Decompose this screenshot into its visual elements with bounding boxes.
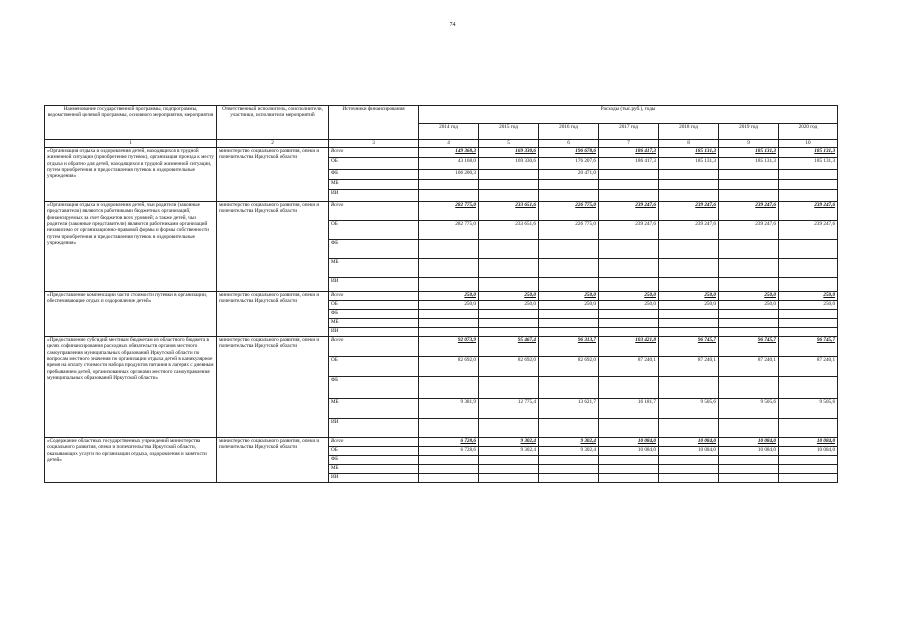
total-value: 250,0 xyxy=(779,292,838,301)
expense-value xyxy=(659,240,719,259)
expense-value xyxy=(599,474,659,483)
expense-value xyxy=(719,190,779,202)
expense-value: 9 505,6 xyxy=(659,399,719,419)
expense-value xyxy=(539,190,599,202)
expense-value: 239 247,6 xyxy=(779,221,838,240)
expense-value xyxy=(419,180,479,190)
header-year: 2017 год xyxy=(599,124,659,140)
expense-value xyxy=(779,278,838,292)
total-value: 96 745,7 xyxy=(719,337,779,357)
total-value: 239 247,6 xyxy=(599,202,659,221)
header-year: 2020 год xyxy=(779,124,838,140)
expense-value: 43 168,0 xyxy=(419,158,479,170)
expense-value xyxy=(779,456,838,465)
total-value: 10 084,0 xyxy=(659,438,719,447)
funding-source: МБ xyxy=(329,180,419,190)
funding-source: ОБ xyxy=(329,221,419,240)
expense-value: 87 240,1 xyxy=(599,357,659,377)
total-value: 9 302,4 xyxy=(479,438,539,447)
expense-value xyxy=(659,474,719,483)
expense-value xyxy=(479,377,539,399)
expense-value xyxy=(719,310,779,319)
expense-value xyxy=(659,278,719,292)
expense-value xyxy=(659,310,719,319)
expense-value xyxy=(599,180,659,190)
activity-name: «Организация отдыха и оздоровления детей, находящихся в трудной жизненной ситуации (приобретение путевок), организация проезда к месту отдыха и обратно для детей, находящихся в трудной жизненной ситуации, путем приобретения и предоставления путевок в оздоровительные учреждения» xyxy=(45,148,217,202)
expense-value: 186 417,3 xyxy=(599,158,659,170)
expense-value xyxy=(539,419,599,438)
expense-value xyxy=(599,465,659,474)
total-value: 239 247,6 xyxy=(719,202,779,221)
table-row xyxy=(45,337,838,357)
expense-value xyxy=(479,190,539,202)
expense-value: 9 505,6 xyxy=(779,399,838,419)
expense-value xyxy=(719,259,779,278)
header-year: 2018 год xyxy=(659,124,719,140)
funding-source: ФБ xyxy=(329,170,419,180)
expense-value xyxy=(659,377,719,399)
expense-value xyxy=(659,259,719,278)
expense-value xyxy=(779,310,838,319)
expense-value xyxy=(599,419,659,438)
expense-value xyxy=(479,474,539,483)
column-number: 2 xyxy=(217,140,329,148)
expense-value xyxy=(719,474,779,483)
funding-source: ОБ xyxy=(329,357,419,377)
total-value: 95 467,4 xyxy=(479,337,539,357)
expense-value xyxy=(419,259,479,278)
funding-source: Всего xyxy=(329,202,419,221)
expense-value: 10 084,0 xyxy=(599,447,659,456)
expense-value xyxy=(779,170,838,180)
expense-value xyxy=(659,190,719,202)
expense-value xyxy=(539,474,599,483)
funding-source: ОБ xyxy=(329,301,419,310)
expense-value xyxy=(539,377,599,399)
expense-value: 87 240,1 xyxy=(719,357,779,377)
total-value: 250,0 xyxy=(479,292,539,301)
expense-value xyxy=(659,328,719,337)
header-expenses: Расходы (тыс.руб.), годы xyxy=(419,106,838,124)
expense-value xyxy=(599,456,659,465)
expense-value: 250,0 xyxy=(479,301,539,310)
column-number: 10 xyxy=(779,140,838,148)
expense-value: 176 207,6 xyxy=(539,158,599,170)
expense-value: 239 247,6 xyxy=(599,221,659,240)
expense-value: 9 302,4 xyxy=(539,447,599,456)
total-value: 6 728,6 xyxy=(419,438,479,447)
expense-value: 9 302,4 xyxy=(479,447,539,456)
total-value: 96 745,7 xyxy=(779,337,838,357)
funding-source: ОБ xyxy=(329,447,419,456)
funding-source: МБ xyxy=(329,319,419,328)
expense-value xyxy=(599,240,659,259)
expense-value xyxy=(539,259,599,278)
expense-value: 233 651,6 xyxy=(479,221,539,240)
total-value: 92 073,9 xyxy=(419,337,479,357)
expense-value: 169 330,6 xyxy=(479,158,539,170)
expense-value xyxy=(779,328,838,337)
total-value: 250,0 xyxy=(599,292,659,301)
expense-value: 250,0 xyxy=(419,301,479,310)
funding-source: ФБ xyxy=(329,456,419,465)
expense-value xyxy=(539,319,599,328)
table-row xyxy=(45,148,838,158)
total-value: 185 131,3 xyxy=(719,148,779,158)
funding-source: ИИ xyxy=(329,419,419,438)
column-number: 8 xyxy=(659,140,719,148)
column-number: 4 xyxy=(419,140,479,148)
expense-value xyxy=(599,190,659,202)
expense-value xyxy=(479,319,539,328)
column-number: 1 xyxy=(45,140,217,148)
expense-value xyxy=(779,465,838,474)
total-value: 250,0 xyxy=(719,292,779,301)
expense-value xyxy=(599,377,659,399)
expense-value: 10 084,0 xyxy=(779,447,838,456)
expense-value xyxy=(419,419,479,438)
expense-value: 250,0 xyxy=(599,301,659,310)
funding-source: ИИ xyxy=(329,190,419,202)
expense-value xyxy=(599,170,659,180)
expense-value xyxy=(599,259,659,278)
header-responsible: Ответственный исполнитель, соисполнители, участники, исполнители мероприятий xyxy=(217,106,329,140)
expense-value xyxy=(419,474,479,483)
expense-value xyxy=(479,310,539,319)
column-number: 9 xyxy=(719,140,779,148)
expense-value xyxy=(719,465,779,474)
expense-value: 87 240,1 xyxy=(659,357,719,377)
activity-name: «Содержание областных государственных учреждений министерства социального развития, опеки и попечительства Иркутской области, оказывающих услуги по организации отдыха, оздоровления и занятости детей» xyxy=(45,438,217,483)
total-value: 250,0 xyxy=(419,292,479,301)
expense-value xyxy=(659,319,719,328)
funding-source: МБ xyxy=(329,465,419,474)
total-value: 103 421,8 xyxy=(599,337,659,357)
expense-value xyxy=(479,328,539,337)
expense-value xyxy=(419,319,479,328)
expense-value: 239 247,6 xyxy=(659,221,719,240)
expense-value xyxy=(479,456,539,465)
responsible-executor: министерство социального развития, опеки и попечительства Иркутской области xyxy=(217,202,329,292)
expense-value xyxy=(479,170,539,180)
expense-value: 250,0 xyxy=(659,301,719,310)
expense-value xyxy=(419,278,479,292)
expense-value xyxy=(479,240,539,259)
column-number: 5 xyxy=(479,140,539,148)
column-number: 6 xyxy=(539,140,599,148)
expense-value: 250,0 xyxy=(539,301,599,310)
expense-value xyxy=(599,319,659,328)
expense-value xyxy=(779,259,838,278)
funding-source: Всего xyxy=(329,337,419,357)
funding-source: ИИ xyxy=(329,328,419,337)
expense-value xyxy=(719,278,779,292)
expense-value xyxy=(779,419,838,438)
expense-value: 9 505,6 xyxy=(719,399,779,419)
expense-value xyxy=(659,465,719,474)
total-value: 96 313,7 xyxy=(539,337,599,357)
expense-value: 250,0 xyxy=(779,301,838,310)
expense-value: 106 200,3 xyxy=(419,170,479,180)
funding-source: Всего xyxy=(329,292,419,301)
table-row xyxy=(45,292,838,301)
expense-value xyxy=(719,456,779,465)
expense-value: 82 692,0 xyxy=(539,357,599,377)
total-value: 185 131,3 xyxy=(659,148,719,158)
column-number: 7 xyxy=(599,140,659,148)
funding-source: ФБ xyxy=(329,240,419,259)
expense-value xyxy=(719,377,779,399)
funding-source: МБ xyxy=(329,259,419,278)
responsible-executor: министерство социального развития, опеки и попечительства Иркутской области xyxy=(217,292,329,337)
expense-value: 10 084,0 xyxy=(719,447,779,456)
funding-source: ФБ xyxy=(329,310,419,319)
expense-value: 12 775,4 xyxy=(479,399,539,419)
total-value: 233 651,6 xyxy=(479,202,539,221)
expense-value xyxy=(539,456,599,465)
header-source: Источники финансирования xyxy=(329,106,419,140)
total-value: 96 745,7 xyxy=(659,337,719,357)
expense-value xyxy=(659,170,719,180)
expense-value: 185 131,3 xyxy=(719,158,779,170)
expense-value xyxy=(539,240,599,259)
total-value: 239 247,6 xyxy=(659,202,719,221)
funding-source: ФБ xyxy=(329,377,419,399)
expense-value: 20 471,0 xyxy=(539,170,599,180)
expense-value xyxy=(659,456,719,465)
expense-value xyxy=(479,465,539,474)
expense-value: 9 381,9 xyxy=(419,399,479,419)
column-number: 3 xyxy=(329,140,419,148)
expense-value: 185 131,3 xyxy=(779,158,838,170)
total-value: 186 417,3 xyxy=(599,148,659,158)
expense-value xyxy=(779,319,838,328)
expense-value xyxy=(539,278,599,292)
header-year: 2019 год xyxy=(719,124,779,140)
expense-value xyxy=(419,240,479,259)
expense-value xyxy=(779,240,838,259)
page-number: 74 xyxy=(449,22,456,28)
total-value: 239 247,6 xyxy=(779,202,838,221)
funding-source: Всего xyxy=(329,438,419,447)
funding-source: МБ xyxy=(329,399,419,419)
total-value: 185 131,3 xyxy=(779,148,838,158)
expense-value xyxy=(779,180,838,190)
funding-source: ИИ xyxy=(329,474,419,483)
total-value: 149 368,3 xyxy=(419,148,479,158)
expense-value: 16 181,7 xyxy=(599,399,659,419)
expense-value xyxy=(419,310,479,319)
expense-value xyxy=(539,180,599,190)
funding-source: ОБ xyxy=(329,158,419,170)
expense-value xyxy=(479,278,539,292)
expense-value xyxy=(719,419,779,438)
total-value: 196 678,6 xyxy=(539,148,599,158)
expense-value: 185 131,3 xyxy=(659,158,719,170)
expense-value xyxy=(659,180,719,190)
total-value: 282 775,0 xyxy=(419,202,479,221)
expense-value xyxy=(719,240,779,259)
table-row xyxy=(45,438,838,447)
expense-value xyxy=(539,328,599,337)
responsible-executor: министерство социального развития, опеки и попечительства Иркутской области xyxy=(217,438,329,483)
activity-name: «Предоставление субсидий местным бюджетам из областного бюджета в целях софинансирования расходных обязательств органов местного самоуправления муниципальных образований Иркутской области по вопросам местного значения по организации отдыха детей в каникулярное время на оплату стоимости набора продуктов питания в лагерях с дневным пребыванием детей, организованных органами местного самоуправления муниципальных образований Иркутской области» xyxy=(45,337,217,438)
expense-value: 239 247,6 xyxy=(719,221,779,240)
header-year: 2015 год xyxy=(479,124,539,140)
expense-value xyxy=(419,377,479,399)
total-value: 10 084,0 xyxy=(719,438,779,447)
expense-value: 87 240,1 xyxy=(779,357,838,377)
expense-value: 282 775,0 xyxy=(419,221,479,240)
expense-value xyxy=(419,456,479,465)
budget-table xyxy=(44,105,838,483)
table-row xyxy=(45,202,838,221)
total-value: 250,0 xyxy=(539,292,599,301)
header-name: Наименование государственной программы, подпрограммы, ведомственной целевой программы, основного мероприятия, мероприятия xyxy=(45,106,217,140)
expense-value: 250,0 xyxy=(719,301,779,310)
expense-value xyxy=(599,310,659,319)
expense-value: 82 692,0 xyxy=(419,357,479,377)
expense-value xyxy=(779,474,838,483)
expense-value: 82 692,0 xyxy=(479,357,539,377)
activity-name: «Организация отдыха и оздоровления детей, чьи родители (законные представители) являются работниками бюджетных организаций, финансируемых за счет бюджетов всех уровней; а также детей, чьи родители (законные представители) являются работниками организаций независимо от организационно-правовой формы и формы собственности путем приобретения и предоставления путевок в оздоровительные учреждения» xyxy=(45,202,217,292)
funding-source: ИИ xyxy=(329,278,419,292)
expense-value: 6 728,6 xyxy=(419,447,479,456)
expense-value xyxy=(719,170,779,180)
expense-value xyxy=(479,180,539,190)
expense-value xyxy=(779,377,838,399)
expense-value: 226 775,0 xyxy=(539,221,599,240)
responsible-executor: министерство социального развития, опеки и попечительства Иркутской области xyxy=(217,148,329,202)
expense-value xyxy=(719,180,779,190)
total-value: 226 775,0 xyxy=(539,202,599,221)
expense-value xyxy=(419,190,479,202)
expense-value xyxy=(659,419,719,438)
header-year: 2016 год xyxy=(539,124,599,140)
expense-value xyxy=(539,465,599,474)
expense-value xyxy=(479,419,539,438)
header-year: 2014 год xyxy=(419,124,479,140)
total-value: 10 084,0 xyxy=(599,438,659,447)
expense-value xyxy=(419,328,479,337)
expense-value xyxy=(539,310,599,319)
total-value: 9 302,4 xyxy=(539,438,599,447)
expense-value xyxy=(479,259,539,278)
total-value: 250,0 xyxy=(659,292,719,301)
expense-value: 10 084,0 xyxy=(659,447,719,456)
activity-name: «Предоставление компенсации части стоимости путевки в организации, обеспечивающие отдых и оздоровление детей» xyxy=(45,292,217,337)
total-value: 10 084,0 xyxy=(779,438,838,447)
funding-source: Всего xyxy=(329,148,419,158)
expense-value xyxy=(599,278,659,292)
expense-value xyxy=(779,190,838,202)
expense-value: 13 621,7 xyxy=(539,399,599,419)
expense-value xyxy=(599,328,659,337)
expense-value xyxy=(719,319,779,328)
expense-value xyxy=(719,328,779,337)
responsible-executor: министерство социального развития, опеки и попечительства Иркутской области xyxy=(217,337,329,438)
total-value: 169 330,6 xyxy=(479,148,539,158)
expense-value xyxy=(419,465,479,474)
